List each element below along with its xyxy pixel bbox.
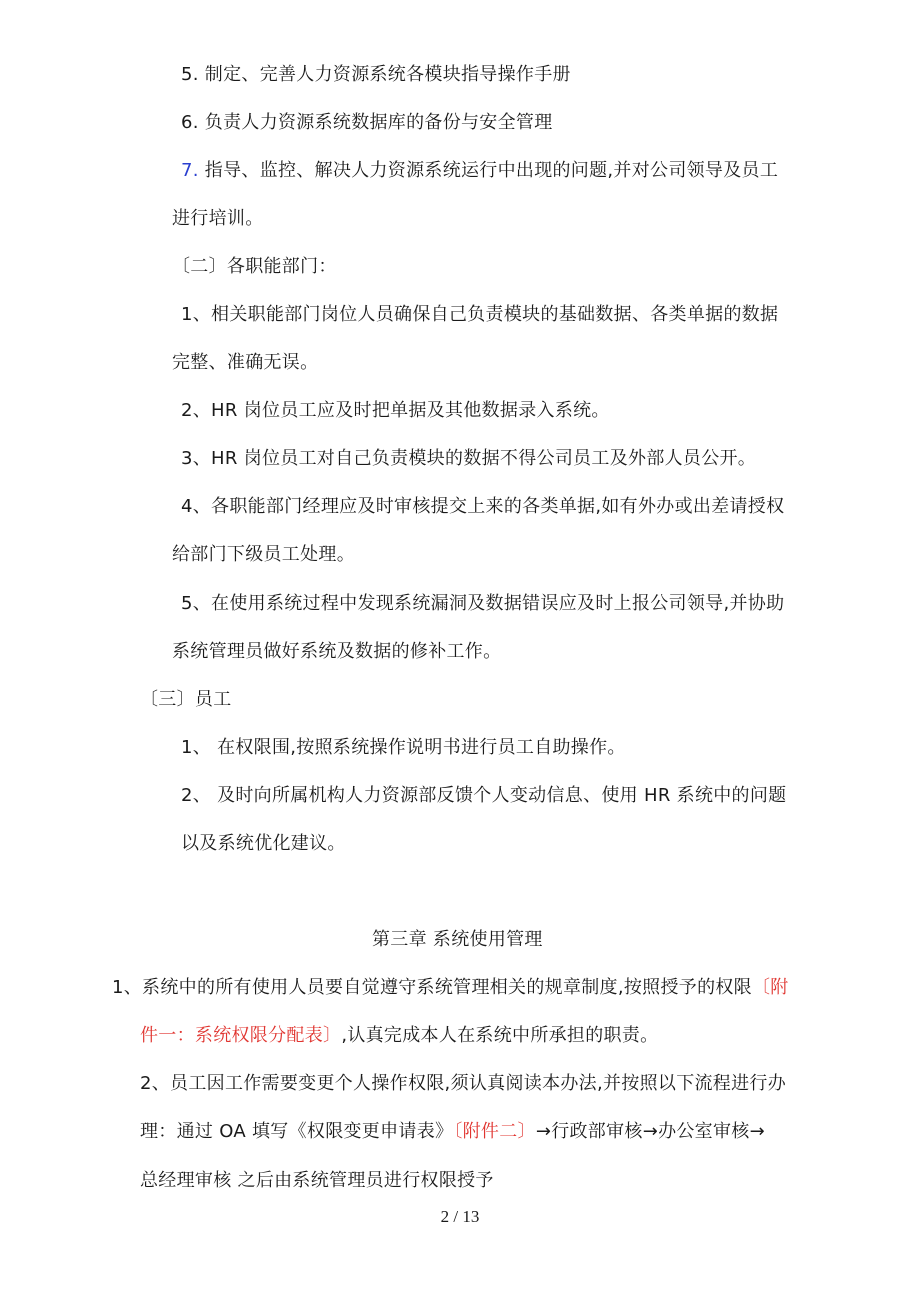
rule-1-attachment-ref: 〔附 [751, 977, 789, 998]
dept-item-1: 1、相关职能部门岗位人员确保自己负责模块的基础数据、各类单据的数据 [181, 304, 779, 325]
rule-1-continued [140, 1024, 658, 1048]
dept-item-5: 5、在使用系统过程中发现系统漏洞及数据错误应及时上报公司领导,并协助 [181, 593, 785, 614]
employee-item-2-continued: 以及系统优化建议。 [181, 833, 346, 854]
duty-item-7-number: 7. [181, 160, 199, 181]
duty-item-7 [181, 159, 778, 183]
rule-1 [112, 976, 789, 1000]
section-three-heading: 〔三〕员工 [140, 689, 232, 710]
chapter-title: 第三章 系统使用管理 [372, 929, 543, 950]
section-two-heading: 〔二〕各职能部门： [172, 256, 337, 277]
dept-item-1-continued: 完整、准确无误。 [172, 352, 319, 373]
rule-1-text-end: ,认真完成本人在系统中所承担的职责。 [341, 1025, 659, 1046]
employee-item-2: 2、 及时向所属机构人力资源部反馈个人变动信息、使用 HR 系统中的问题 [181, 785, 787, 806]
rule-1-text: 1、系统中的所有使用人员要自觉遵守系统管理相关的规章制度,按照授予的权限 [112, 977, 752, 998]
dept-item-4: 4、各职能部门经理应及时审核提交上来的各类单据,如有外办或出差请授权 [181, 496, 785, 517]
dept-item-5-continued: 系统管理员做好系统及数据的修补工作。 [172, 641, 502, 662]
page-number: 2 / 13 [440, 1207, 480, 1226]
rule-2: 2、员工因工作需要变更个人操作权限,须认真阅读本办法,并按照以下流程进行办 [140, 1073, 786, 1094]
rule-1-attachment-name: 件一：系统权限分配表〕 [140, 1025, 342, 1046]
duty-item-6: 6. 负责人力资源系统数据库的备份与安全管理 [181, 112, 553, 133]
duty-item-7-text: 指导、监控、解决人力资源系统运行中出现的问题,并对公司领导及员工 [198, 160, 779, 181]
rule-2-text: 理：通过 OA 填写《权限变更申请表》 [140, 1121, 454, 1142]
rule-2-flow: →行政部审核→办公室审核→ [535, 1121, 765, 1142]
rule-2-attachment-ref: 〔附件二〕 [453, 1121, 536, 1142]
rule-2-final: 总经理审核 之后由系统管理员进行权限授予 [140, 1170, 494, 1191]
employee-item-1: 1、 在权限围,按照系统操作说明书进行员工自助操作。 [181, 737, 626, 758]
dept-item-4-continued: 给部门下级员工处理。 [172, 544, 355, 565]
rule-2-continued [140, 1120, 765, 1144]
dept-item-2: 2、HR 岗位员工应及时把单据及其他数据录入系统。 [181, 400, 610, 421]
duty-item-7-continued: 进行培训。 [172, 208, 264, 229]
dept-item-3: 3、HR 岗位员工对自己负责模块的数据不得公司员工及外部人员公开。 [181, 448, 757, 469]
duty-item-5: 5. 制定、完善人力资源系统各模块指导操作手册 [181, 64, 571, 85]
